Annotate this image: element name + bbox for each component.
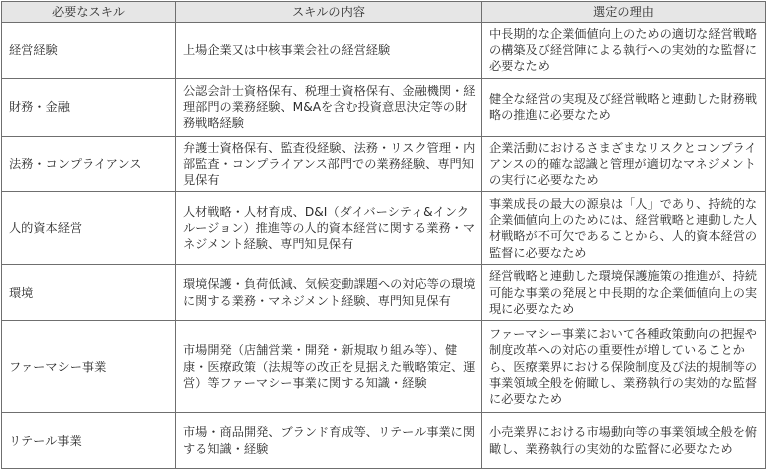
table-row <box>2 23 766 79</box>
skill-name: ファーマシー事業 <box>2 321 176 413</box>
selection-reason: 小売業界における市場動向等の事業領域全般を俯瞰し、業務執行の実効的な監督に必要なため <box>482 413 766 469</box>
header-row <box>2 2 766 23</box>
table-row <box>2 413 766 469</box>
selection-reason: 中長期的な企業価値向上のための適切な経営戦略の構築及び経営陣による執行への実効的な監督に必要なため <box>482 23 766 79</box>
skill-content: 上場企業又は中核事業会社の経営経験 <box>176 23 482 79</box>
skill-name: 財務・金融 <box>2 78 176 136</box>
skill-content: 市場・商品開発、ブランド育成等、リテール事業に関する知識・経験 <box>176 413 482 469</box>
table-row <box>2 78 766 136</box>
skill-name: 人的資本経営 <box>2 192 176 265</box>
skills-table <box>1 1 766 469</box>
table-row <box>2 265 766 321</box>
header-content: スキルの内容 <box>176 2 482 23</box>
skill-name: 経営経験 <box>2 23 176 79</box>
skill-content: 人材戦略・人材育成、D&I（ダイバーシティ&インクルージョン）推進等の人的資本経営に関する業務・マネジメント経験、専門知見保有 <box>176 192 482 265</box>
selection-reason: 事業成長の最大の源泉は「人」であり、持続的な企業価値向上のためには、経営戦略と連動した人材戦略が不可欠であることから、人的資本経営の監督に必要なため <box>482 192 766 265</box>
header-reason: 選定の理由 <box>482 2 766 23</box>
skill-content: 弁護士資格保有、監査役経験、法務・リスク管理・内部監査・コンプライアンス部門での業務経験、専門知見保有 <box>176 136 482 192</box>
skill-content: 公認会計士資格保有、税理士資格保有、金融機関・経理部門の業務経験、M&Aを含む投資意思決定等の財務戦略経験 <box>176 78 482 136</box>
skill-content: 市場開発（店舗営業・開発・新規取り組み等）、健康・医療政策（法規等の改正を見据えた戦略策定、運営）等ファーマシー事業に関する知識・経験 <box>176 321 482 413</box>
skill-content: 環境保護・負荷低減、気候変動課題への対応等の環境に関する業務・マネジメント経験、専門知見保有 <box>176 265 482 321</box>
table-row <box>2 321 766 413</box>
header-skill: 必要なスキル <box>2 2 176 23</box>
table-row <box>2 136 766 192</box>
selection-reason: ファーマシー事業において各種政策動向の把握や制度改革への対応の重要性が増していることから、医療業界における保険制度及び法的規制等の事業領域全般を俯瞰し、業務執行の実効的な監督に必要なため <box>482 321 766 413</box>
selection-reason: 企業活動におけるさまざまなリスクとコンプライアンスの的確な認識と管理が適切なマネジメントの実行に必要なため <box>482 136 766 192</box>
skill-name: 環境 <box>2 265 176 321</box>
table-row <box>2 192 766 265</box>
skill-name: リテール事業 <box>2 413 176 469</box>
selection-reason: 経営戦略と連動した環境保護施策の推進が、持続可能な事業の発展と中長期的な企業価値向上の実現に必要なため <box>482 265 766 321</box>
selection-reason: 健全な経営の実現及び経営戦略と連動した財務戦略の推進に必要なため <box>482 78 766 136</box>
skill-name: 法務・コンプライアンス <box>2 136 176 192</box>
